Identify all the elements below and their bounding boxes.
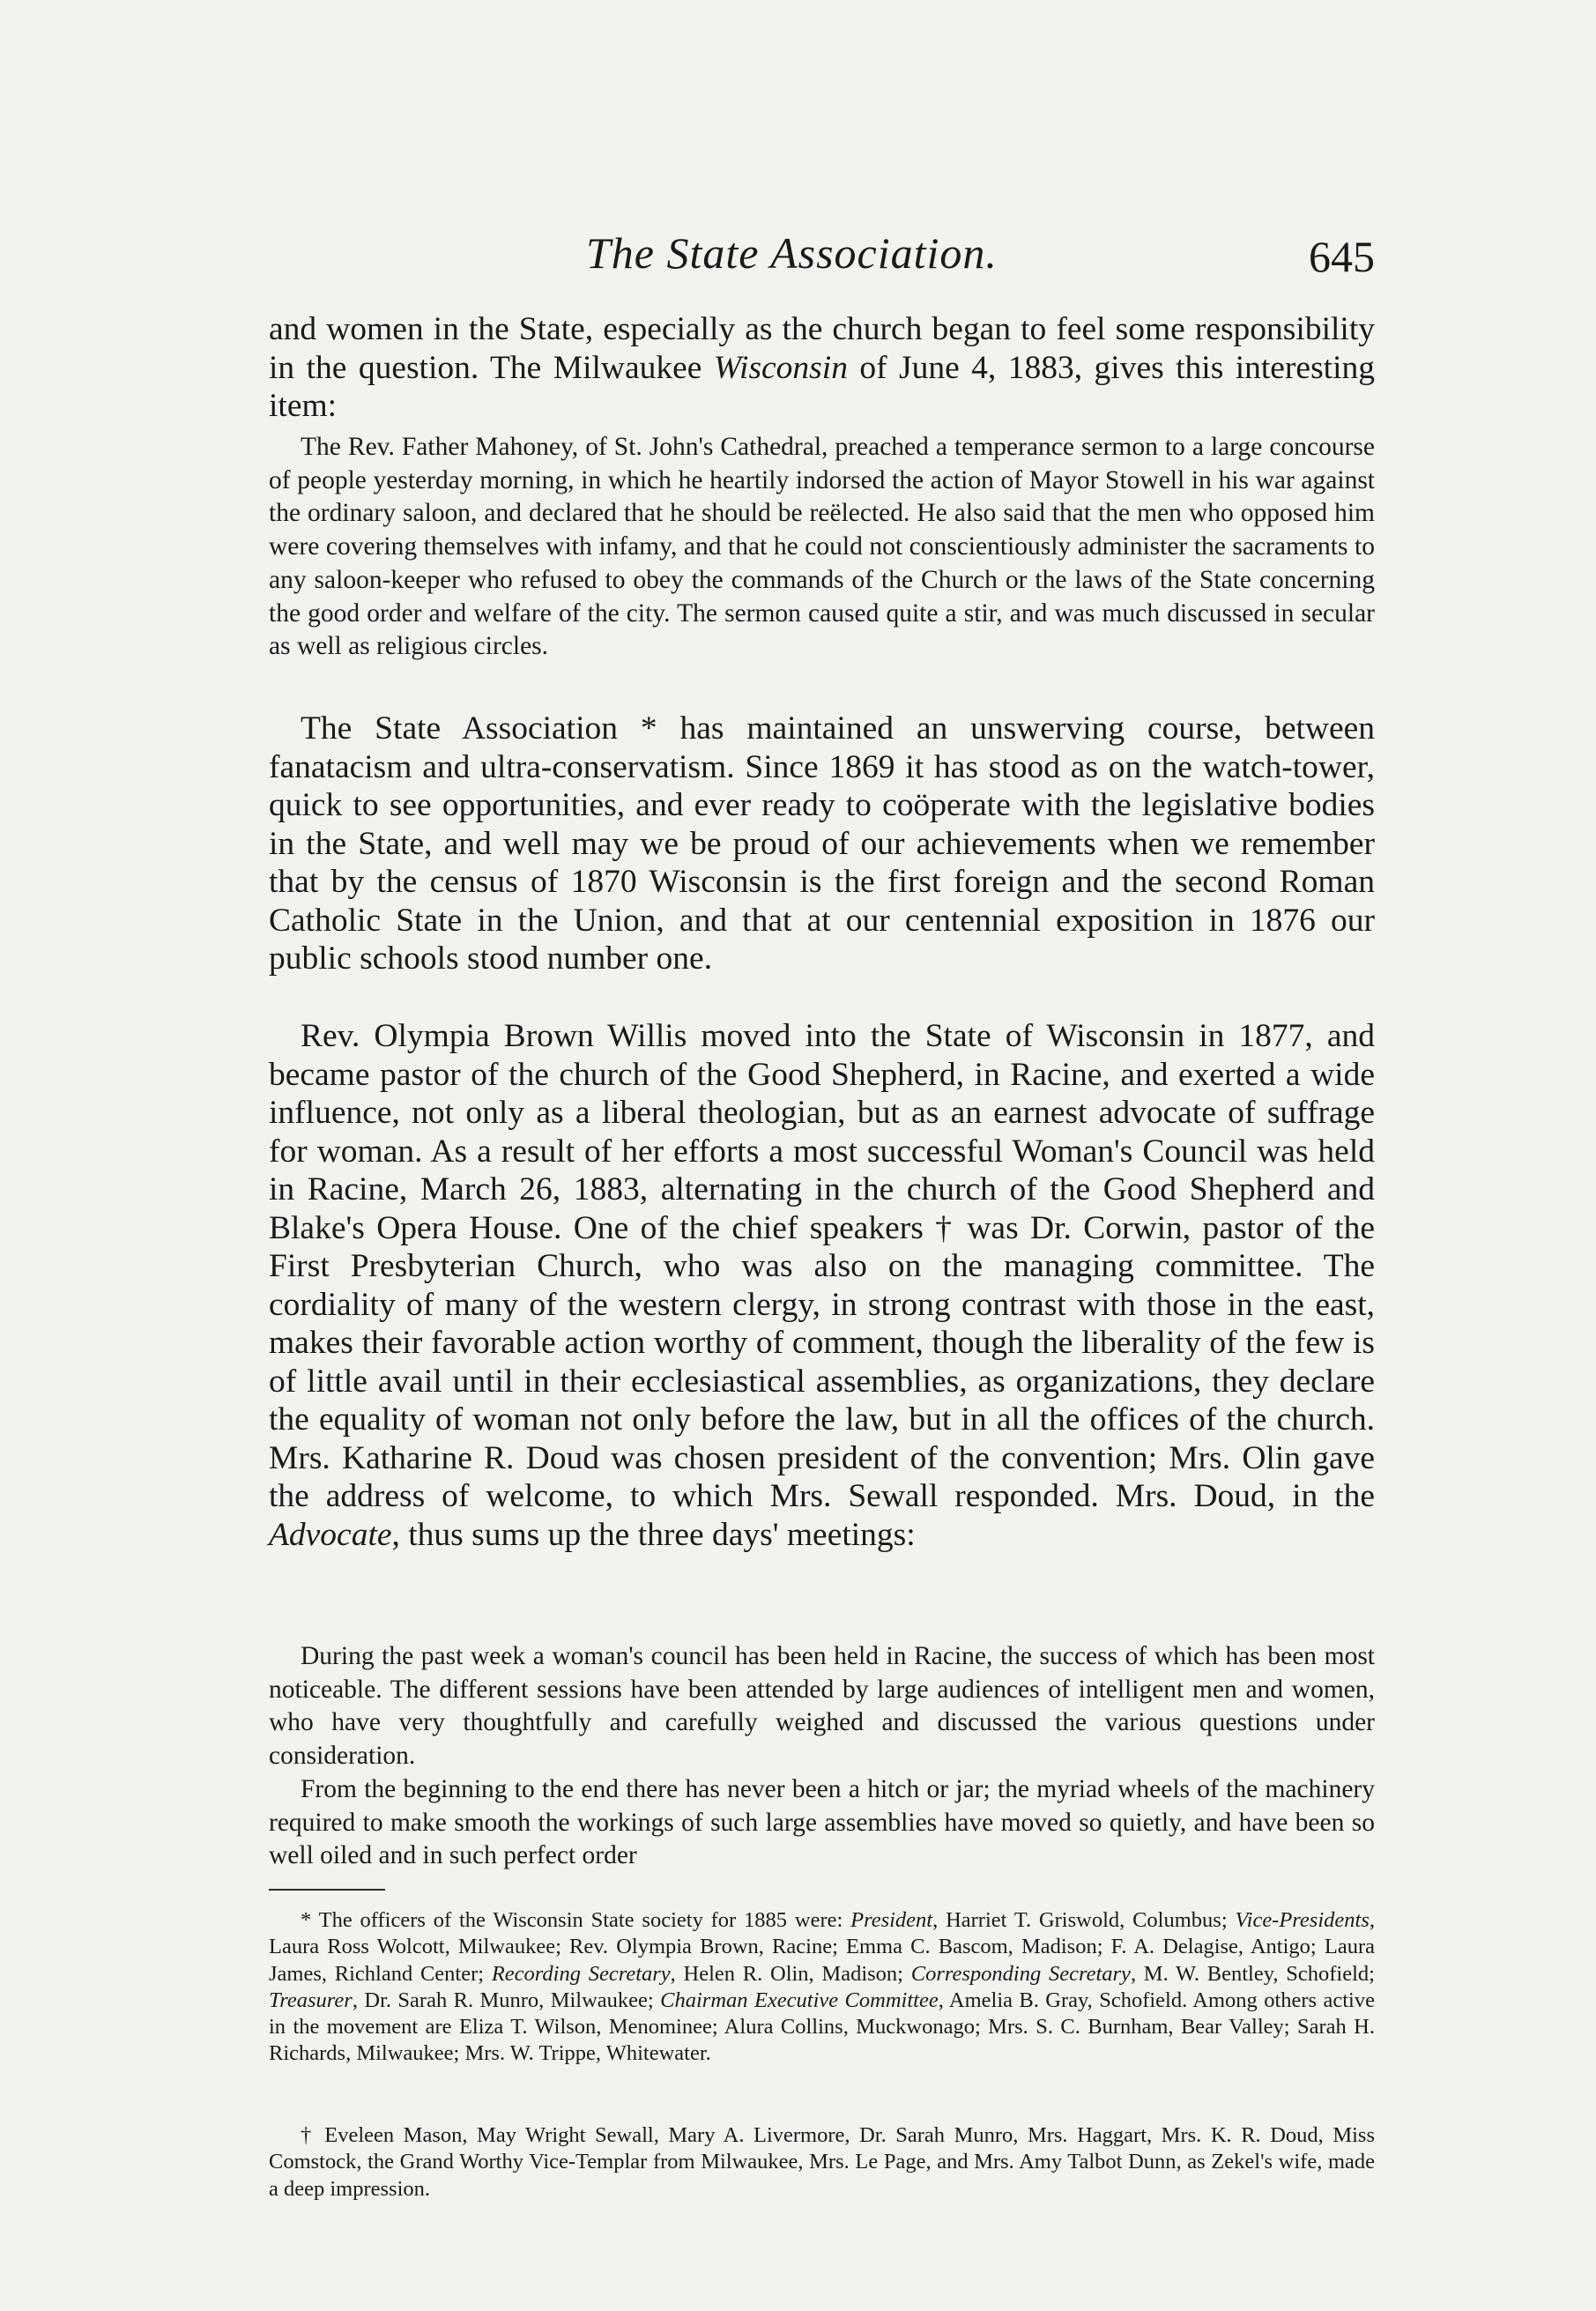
footnote-speakers: † Eveleen Mason, May Wright Sewall, Mary A. Livermore, Dr. Sarah Munro, Mrs. Haggart, Mrs. K. R. Doud, Miss Comstock, the Grand Worthy Vice-Templar from Milwaukee, Mrs. Le Page, and Mrs. Amy Talbot Dunn, as Zekel's wife, made a deep impression. — [269, 2123, 1375, 2201]
paragraph-state-association: The State Association * has maintained an unswerving course, between fanatacism and ultra-conservatism. Since 1869 it has stood as on the watch-tower, quick to see opportunities, and ever ready to coöperate with the legislative bodies in the State, and well may we be proud of our achievements when we remember that by the census of 1870 Wisconsin is the first foreign and the second Roman Catholic State in the Union, and that at our centennial exposition in 1876 our public schools stood number one. — [269, 710, 1375, 977]
quote-mahoney: The Rev. Father Mahoney, of St. John's Cathedral, preached a temperance sermon to a large concourse of people yesterday morning, in which he heartily indorsed the action of Mayor Stowell in his war against the ordinary saloon, and declared that he should be reëlected. He also said that the men who opposed him were covering themselves with infamy, and that he could not conscientiously administer the sacraments to any saloon-keeper who refused to obey the commands of the Church or the laws of the State concerning the good order and welfare of the city. The sermon caused quite a stir, and was much discussed in secular as well as religious circles. — [269, 433, 1375, 661]
page-header — [269, 227, 1375, 289]
quote-council-part-1: During the past week a woman's council has been held in Racine, the success of which has been most noticeable. The different sessions have been attended by large audiences of intelligent men and women, who have very thoughtfully and carefully weighed and discussed the various questions under consideration. — [269, 1642, 1375, 1771]
paragraph-intro: and women in the State, especially as the church began to feel some responsibility in the question. The Milwaukee Wisconsin of June 4, 1883, gives this interesting item: — [269, 311, 1375, 424]
paragraph-olympia-brown: Rev. Olympia Brown Willis moved into the State of Wisconsin in 1877, and became pastor of the church of the Good Shepherd, in Racine, and exerted a wide influence, not only as a liberal theologian, but as an earnest advocate of suffrage for woman. As a result of her efforts a most successful Woman's Council was held in Racine, March 26, 1883, alternating in the church of the Good Shepherd and Blake's Opera House. One of the chief speakers † was Dr. Corwin, pastor of the First Presbyterian Church, who was also on the managing committee. The cordiality of many of the western clergy, in strong contrast with those in the east, makes their favorable action worthy of comment, though the liberality of the few is of little avail until in their ecclesiastical assemblies, as organizations, they declare the equality of woman not only before the law, but in all the offices of the church. Mrs. Katharine R. Doud was chosen president of the convention; Mrs. Olin gave the address of welcome, to which Mrs. Sewall responded. Mrs. Doud, in the Advocate, thus sums up the three days' meetings: — [269, 1018, 1375, 1553]
footnote-officers: * The officers of the Wisconsin State society for 1885 were: President, Harriet T. Griswold, Columbus; Vice-Presidents, Laura Ross Wolcott, Milwaukee; Rev. Olympia Brown, Racine; Emma C. Bascom, Madison; F. A. Delagise, Antigo; Laura James, Richland Center; Recording Secretary, Helen R. Olin, Madison; Corresponding Secretary, M. W. Bentley, Schofield; Treasurer, Dr. Sarah R. Munro, Milwaukee; Chairman Executive Committee, Amelia B. Gray, Schofield. Among others active in the movement are Eliza T. Wilson, Menominee; Alura Collins, Muckwonago; Mrs. S. C. Burnham, Bear Valley; Sarah H. Richards, Milwaukee; Mrs. W. Trippe, Whitewater. — [269, 1908, 1375, 2066]
footnote-divider — [269, 1889, 385, 1891]
page-number: 645 — [1309, 232, 1375, 281]
running-title: The State Association. — [586, 228, 998, 278]
quote-council-part-2: From the beginning to the end there has never been a hitch or jar; the myriad wheels of the machinery required to make smooth the workings of such large assemblies have moved so quietly, and have been so well oiled and in such perfect order — [269, 1775, 1375, 1870]
